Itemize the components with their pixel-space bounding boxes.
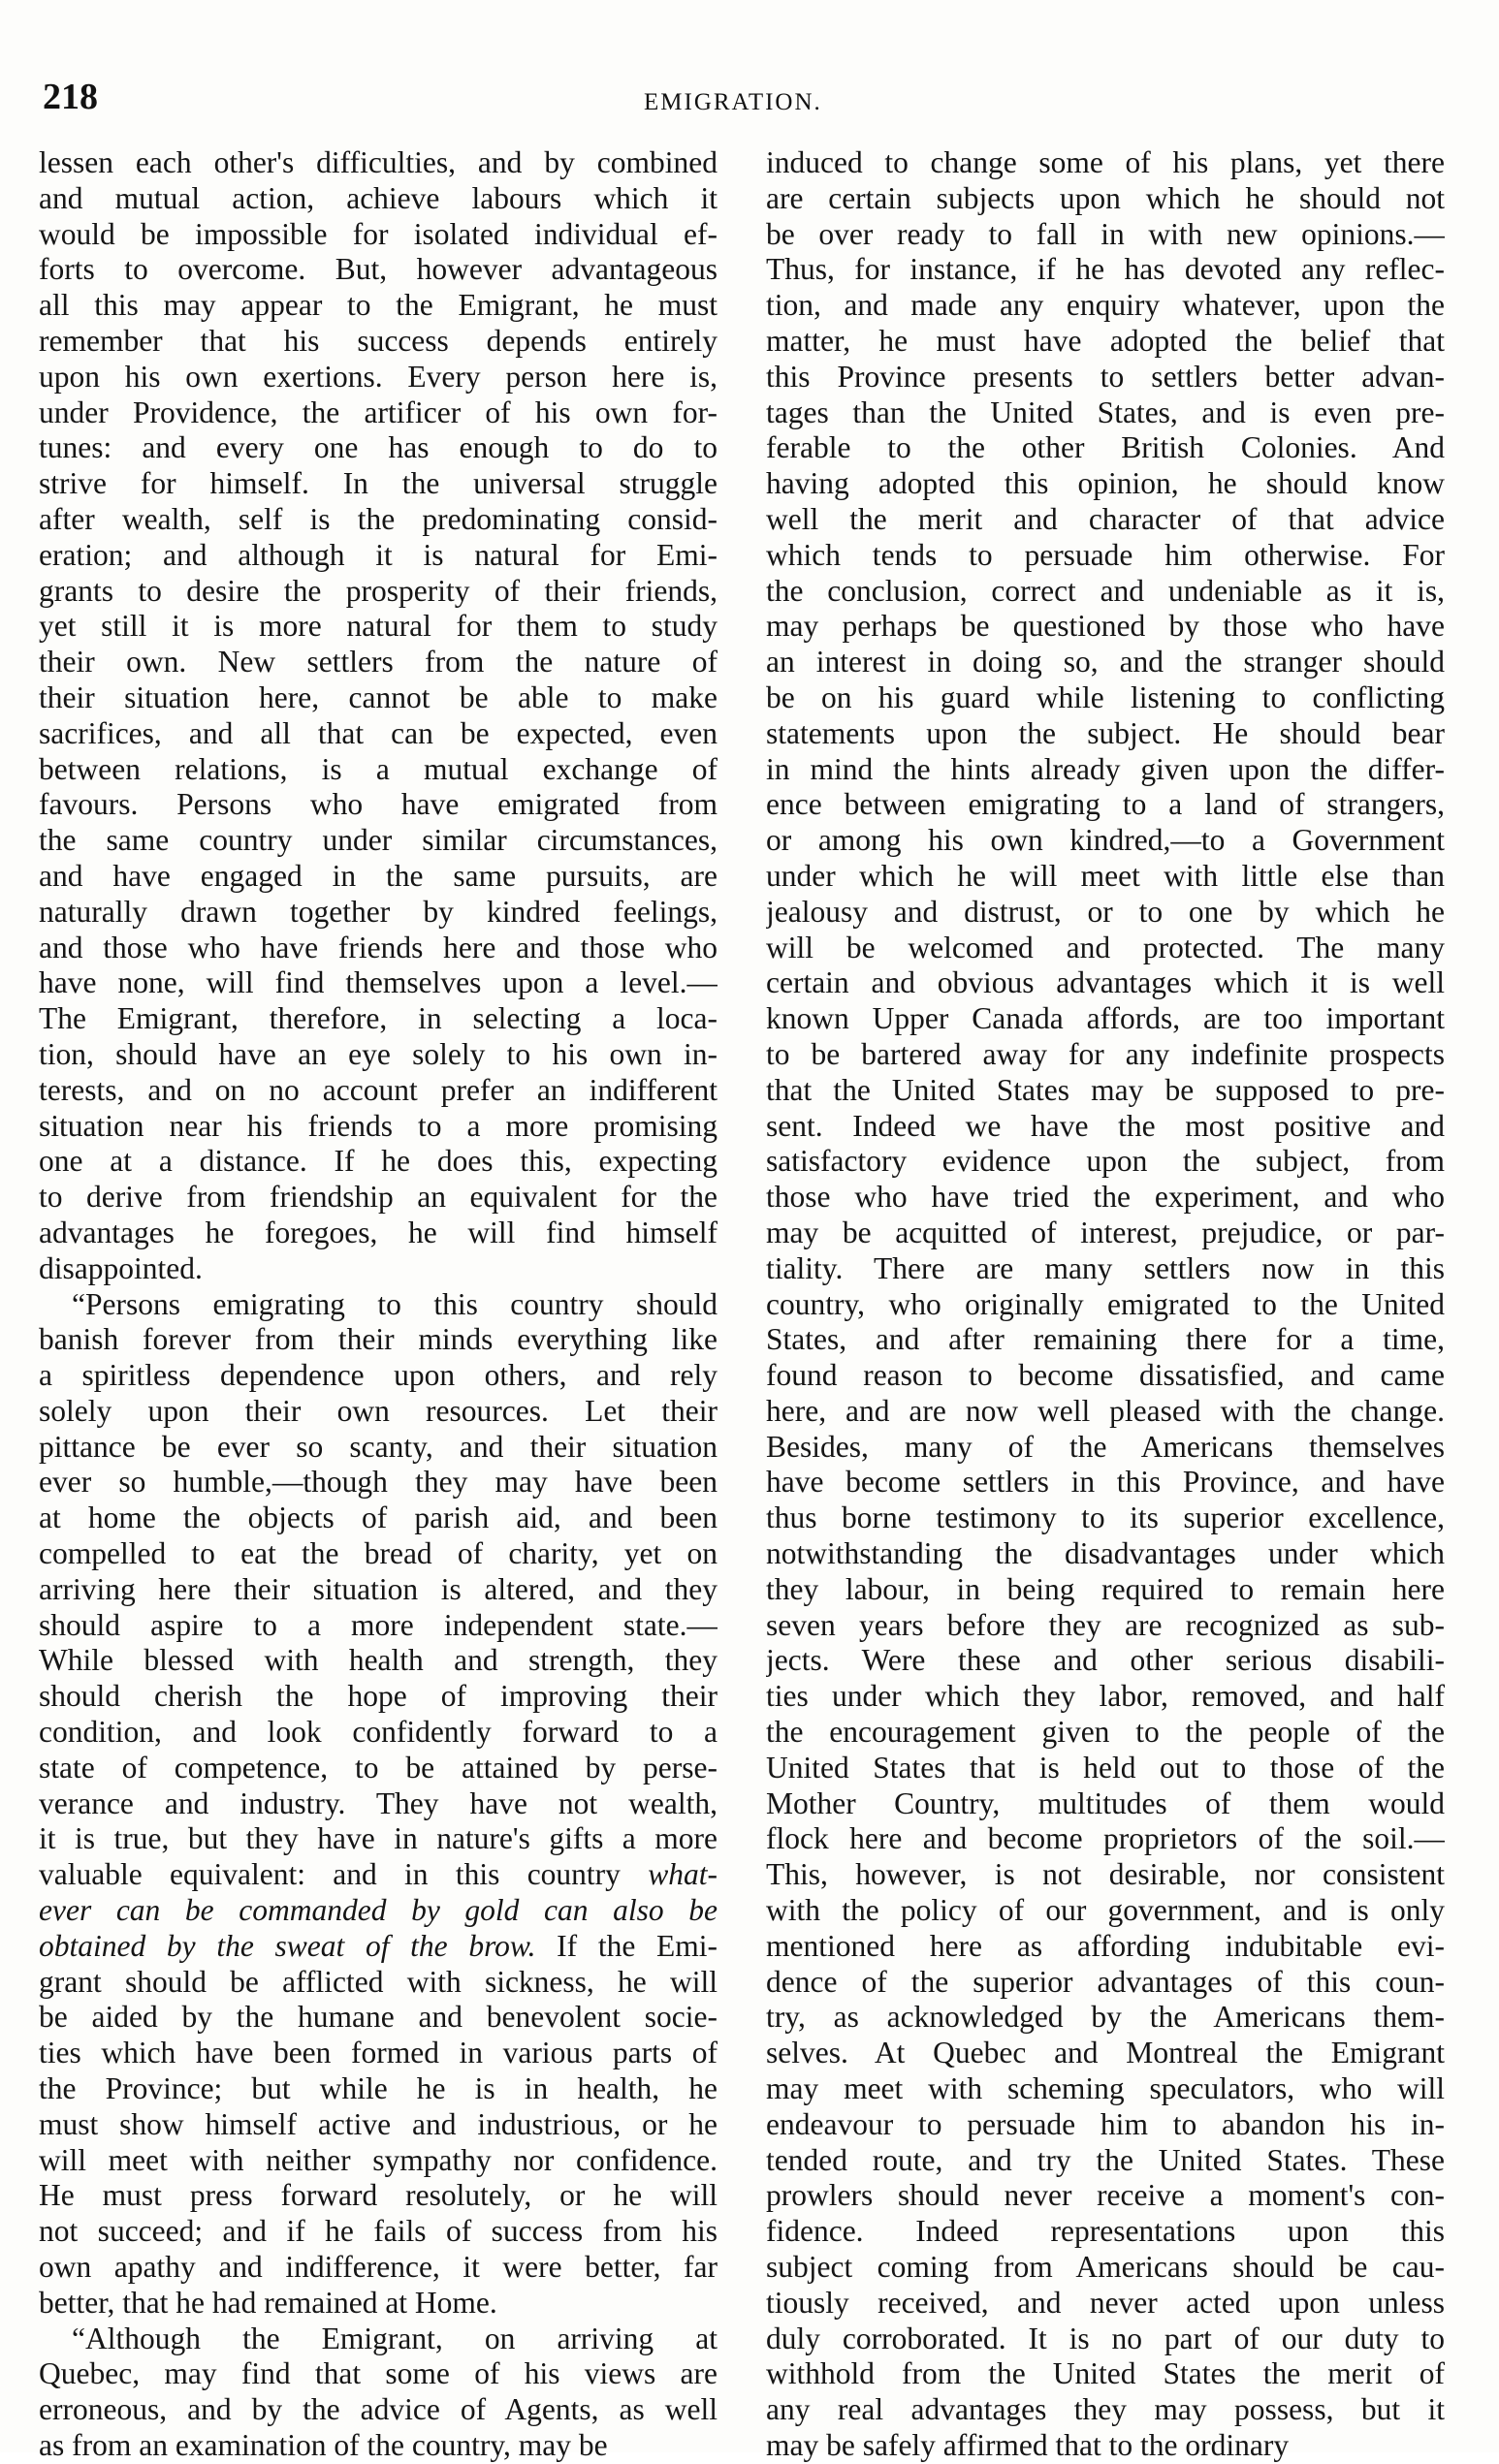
line-text: strive for himself. In the universal struggle [39, 466, 718, 501]
text-line [39, 1358, 718, 1394]
line-text: disappointed. [39, 1250, 203, 1285]
text-line [39, 2286, 718, 2322]
text-line [39, 1394, 718, 1430]
line-text: be on his guard while listening to conflicting [766, 679, 1445, 714]
text-line [39, 787, 718, 823]
line-text: have none, will find themselves upon a level.— [39, 965, 718, 1000]
text-line [766, 1287, 1445, 1323]
line-text: thus borne testimony to its superior excellence, [766, 1501, 1445, 1535]
line-text: United States that is held out to those of the [766, 1750, 1445, 1785]
line-text: This, however, is not desirable, nor consistent [766, 1857, 1445, 1892]
text-line [39, 2322, 718, 2357]
line-text: banish forever from their minds everything like [39, 1322, 718, 1357]
text-line [39, 288, 718, 324]
line-text: state of competence, to be attained by perse- [39, 1750, 718, 1785]
line-text: flock here and become proprietors of the soil.— [766, 1821, 1445, 1856]
line-text: at home the objects of parish aid, and been [39, 1501, 718, 1535]
line-text: Besides, many of the Americans themselves [766, 1429, 1445, 1464]
text-line [39, 1430, 718, 1466]
text-line [766, 538, 1445, 574]
line-text: sacrifices, and all that can be expected, even [39, 715, 718, 750]
line-text: sent. Indeed we have the most positive and [766, 1108, 1445, 1143]
text-line [766, 1144, 1445, 1180]
text-line [39, 1929, 718, 1965]
text-line [39, 252, 718, 288]
text-line [39, 2392, 718, 2428]
line-text: should aspire to a more independent state.— [39, 1607, 718, 1642]
text-line [39, 859, 718, 895]
line-text: their situation here, cannot be able to make [39, 679, 718, 714]
line-text: between relations, is a mutual exchange of [39, 751, 718, 786]
line-text: fidence. Indeed representations upon this [766, 2214, 1445, 2249]
line-text: ferable to the other British Colonies. And [766, 430, 1445, 465]
line-text: the encouragement given to the people of the [766, 1715, 1445, 1750]
text-line [766, 1536, 1445, 1572]
line-text: While blessed with health and strength, they [39, 1643, 718, 1678]
text-line [766, 2107, 1445, 2143]
text-line [766, 1751, 1445, 1786]
text-line [766, 1073, 1445, 1109]
text-line [39, 360, 718, 395]
text-line [39, 2214, 718, 2250]
text-line [39, 895, 718, 931]
line-text: may be acquitted of interest, prejudice, or par- [766, 1215, 1445, 1249]
text-line [39, 1251, 718, 1287]
line-text: their own. New settlers from the nature of [39, 645, 718, 679]
text-line [766, 466, 1445, 502]
line-text: will be welcomed and protected. The many [766, 930, 1445, 964]
text-line [766, 1216, 1445, 1251]
right-text-column [766, 145, 1445, 2464]
line-text: well the merit and character of that advice [766, 501, 1445, 536]
line-text: an interest in doing so, and the stranger should [766, 645, 1445, 679]
line-text: country, who originally emigrated to the United [766, 1286, 1445, 1321]
line-text: He must press forward resolutely, or he will [39, 2178, 718, 2213]
text-line [39, 395, 718, 431]
text-line [39, 1608, 718, 1644]
line-text: or among his own kindred,—to a Government [766, 823, 1445, 858]
text-line [39, 1465, 718, 1501]
line-text: Quebec, may find that some of his views are [39, 2356, 718, 2391]
text-line [766, 1857, 1445, 1893]
text-line [766, 680, 1445, 716]
text-line [766, 609, 1445, 645]
italic-phrase: what- [648, 1857, 718, 1892]
text-line [766, 2071, 1445, 2107]
line-text: Mother Country, multitudes of them would [766, 1785, 1445, 1820]
text-line [766, 1394, 1445, 1430]
text-line [39, 2107, 718, 2143]
line-text: may perhaps be questioned by those who have [766, 609, 1445, 644]
text-line [39, 1643, 718, 1679]
text-line [39, 1715, 718, 1751]
line-text: tages than the United States, and is even pre- [766, 395, 1445, 429]
line-text: tion, should have an eye solely to his own in- [39, 1036, 718, 1071]
text-line [39, 1073, 718, 1109]
line-text: all this may appear to the Emigrant, he must [39, 288, 718, 323]
line-text: will meet with neither sympathy nor confidence. [39, 2142, 718, 2177]
text-line [39, 931, 718, 966]
text-line [766, 1608, 1445, 1644]
text-line [766, 1251, 1445, 1287]
line-text: to be bartered away for any indefinite prospects [766, 1036, 1445, 1071]
text-line [39, 324, 718, 360]
text-line [39, 502, 718, 538]
text-line [766, 1572, 1445, 1608]
text-line [766, 1180, 1445, 1216]
text-line [766, 1322, 1445, 1358]
line-text: tended route, and try the United States. These [766, 2142, 1445, 2177]
line-text: compelled to eat the bread of charity, yet on [39, 1536, 718, 1571]
text-line [766, 752, 1445, 788]
text-line [766, 395, 1445, 431]
line-text: upon his own exertions. Every person here is, [39, 359, 718, 394]
line-text: tion, and made any enquiry whatever, upon the [766, 288, 1445, 323]
text-line [39, 2036, 718, 2071]
text-line [766, 252, 1445, 288]
text-line [766, 1465, 1445, 1501]
text-line [766, 2322, 1445, 2357]
line-text: which tends to persuade him otherwise. For [766, 537, 1445, 572]
text-line [39, 1322, 718, 1358]
text-line [39, 609, 718, 645]
text-line [39, 965, 718, 1001]
line-text: arriving here their situation is altered, and they [39, 1571, 718, 1606]
text-line [39, 2356, 718, 2392]
text-line [766, 1643, 1445, 1679]
line-text: may be safely affirmed that to the ordinary [766, 2428, 1290, 2462]
text-line [766, 1358, 1445, 1394]
text-line [766, 1821, 1445, 1857]
line-text: subject coming from Americans should be cau- [766, 2250, 1445, 2285]
line-text: advantages he foregoes, he will find himself [39, 1215, 718, 1249]
text-line [766, 1715, 1445, 1751]
line-text: any real advantages they may possess, but it [766, 2392, 1445, 2427]
line-text: grants to desire the prosperity of their friends, [39, 573, 718, 608]
text-line [766, 430, 1445, 466]
line-text: seven years before they are recognized as sub- [766, 1607, 1445, 1642]
italic-phrase: ever can be commanded by gold can also be [39, 1893, 718, 1928]
line-text: this Province presents to settlers better advan- [766, 359, 1445, 394]
line-text: and have engaged in the same pursuits, are [39, 858, 718, 893]
text-line [39, 1857, 718, 1893]
line-text: those who have tried the experiment, and who [766, 1180, 1445, 1215]
line-text: found reason to become dissatisfied, and came [766, 1358, 1445, 1393]
text-line [39, 538, 718, 574]
text-line [39, 1786, 718, 1822]
text-line [766, 2036, 1445, 2071]
text-line [39, 2071, 718, 2107]
text-line [39, 1572, 718, 1608]
line-text: it is true, but they have in nature's gifts a more [39, 1821, 718, 1856]
text-line [39, 823, 718, 859]
left-text-column [39, 145, 718, 2464]
line-text: If the Emi- [535, 1928, 718, 1963]
line-text: they labour, in being required to remain here [766, 1571, 1445, 1606]
text-line [39, 1679, 718, 1715]
line-text: that the United States may be supposed to pre- [766, 1072, 1445, 1107]
line-text: pittance be ever so scanty, and their situation [39, 1429, 718, 1464]
line-text: try, as acknowledged by the Americans them- [766, 2000, 1445, 2035]
text-line [766, 145, 1445, 181]
text-line [766, 324, 1445, 360]
text-line [766, 2143, 1445, 2179]
line-text: lessen each other's difficulties, and by combined [39, 145, 718, 179]
line-text: ence between emigrating to a land of strangers, [766, 787, 1445, 822]
text-line [766, 645, 1445, 680]
text-line [39, 1216, 718, 1251]
text-line [766, 2356, 1445, 2392]
text-line [39, 680, 718, 716]
line-text: better, that he had remained at Home. [39, 2285, 497, 2320]
text-line [766, 360, 1445, 395]
line-text: solely upon their own resources. Let their [39, 1393, 718, 1428]
text-line [39, 1893, 718, 1929]
text-line [766, 931, 1445, 966]
line-text: under Providence, the artificer of his own for- [39, 395, 718, 429]
line-text: in mind the hints already given upon the differ- [766, 751, 1445, 786]
line-text: known Upper Canada affords, are too important [766, 1001, 1445, 1036]
line-text: satisfactory evidence upon the subject, from [766, 1144, 1445, 1179]
text-line [766, 181, 1445, 217]
text-line [39, 1037, 718, 1073]
text-line [766, 1965, 1445, 2001]
line-text: forts to overcome. But, however advantageous [39, 252, 718, 287]
text-line [766, 2392, 1445, 2428]
text-line [766, 1679, 1445, 1715]
text-line [766, 2250, 1445, 2286]
line-text: to derive from friendship an equivalent for the [39, 1180, 718, 1215]
text-line [766, 1929, 1445, 1965]
line-text: with the policy of our government, and is only [766, 1893, 1445, 1928]
line-text: the same country under similar circumstances, [39, 823, 718, 858]
line-text: may meet with scheming speculators, who will [766, 2071, 1445, 2106]
text-line [766, 1109, 1445, 1145]
line-text: induced to change some of his plans, yet there [766, 145, 1445, 179]
text-line [39, 1001, 718, 1037]
text-line [39, 2250, 718, 2286]
text-line [766, 217, 1445, 253]
text-line [766, 787, 1445, 823]
text-line [39, 1501, 718, 1536]
line-text: certain and obvious advantages which it is well [766, 965, 1445, 1000]
text-line [39, 752, 718, 788]
line-text: ties which have been formed in various parts of [39, 2036, 718, 2070]
line-text: selves. At Quebec and Montreal the Emigrant [766, 2036, 1445, 2070]
text-line [766, 2000, 1445, 2036]
line-text: the Province; but while he is in health, he [39, 2071, 718, 2106]
line-text: situation near his friends to a more promising [39, 1108, 718, 1143]
line-text: after wealth, self is the predominating consid- [39, 501, 718, 536]
text-line [766, 1001, 1445, 1037]
text-line [39, 217, 718, 253]
line-text: tiality. There are many settlers now in this [766, 1250, 1445, 1285]
line-text: and mutual action, achieve labours which it [39, 180, 718, 215]
text-line [39, 466, 718, 502]
line-text: terests, and on no account prefer an indifferent [39, 1072, 718, 1107]
text-line [766, 2214, 1445, 2250]
text-line [39, 145, 718, 181]
text-line [39, 1751, 718, 1786]
text-line [39, 1109, 718, 1145]
text-line [766, 1037, 1445, 1073]
text-line [39, 1821, 718, 1857]
page-number: 218 [43, 77, 98, 117]
text-line [39, 645, 718, 680]
text-line [766, 895, 1445, 931]
line-text: duly corroborated. It is no part of our duty to [766, 2321, 1445, 2355]
line-text: remember that his success depends entirely [39, 323, 718, 358]
line-text: a spiritless dependence upon others, and rely [39, 1358, 718, 1393]
line-text: tunes: and every one has enough to do to [39, 430, 718, 465]
text-line [766, 502, 1445, 538]
text-line [39, 2178, 718, 2214]
line-text: ties under which they labor, removed, and half [766, 1679, 1445, 1714]
line-text: as from an examination of the country, may be [39, 2428, 608, 2462]
text-line [39, 1180, 718, 1216]
text-line [39, 1144, 718, 1180]
text-line [39, 1536, 718, 1572]
text-line [39, 1287, 718, 1323]
line-text: the conclusion, correct and undeniable as it is, [766, 573, 1445, 608]
line-text: grant should be afflicted with sickness, he will [39, 1964, 718, 1999]
line-text: valuable equivalent: and in this country [39, 1857, 649, 1892]
line-text: notwithstanding the disadvantages under which [766, 1536, 1445, 1571]
line-text: ever so humble,—though they may have been [39, 1465, 718, 1500]
text-line [766, 2286, 1445, 2322]
line-text: yet still it is more natural for them to study [39, 609, 718, 644]
line-text: favours. Persons who have emigrated from [39, 787, 718, 822]
line-text: here, and are now well pleased with the change. [766, 1393, 1445, 1428]
line-text: tiously received, and never acted upon unless [766, 2285, 1445, 2320]
line-text: “Persons emigrating to this country should [72, 1286, 718, 1321]
line-text: naturally drawn together by kindred feelings, [39, 894, 718, 929]
line-text: condition, and look confidently forward to a [39, 1715, 718, 1750]
line-text: are certain subjects upon which he should not [766, 180, 1445, 215]
line-text: eration; and although it is natural for Emi- [39, 537, 718, 572]
line-text: not succeed; and if he fails of success from his [39, 2214, 718, 2249]
text-line [766, 1893, 1445, 1929]
text-line [39, 2428, 718, 2464]
line-text: be aided by the humane and benevolent socie- [39, 2000, 718, 2035]
text-line [766, 1430, 1445, 1466]
italic-phrase: obtained by the sweat of the brow. [39, 1928, 536, 1963]
line-text: be over ready to fall in with new opinions.— [766, 216, 1445, 251]
text-line [766, 2178, 1445, 2214]
line-text: erroneous, and by the advice of Agents, as well [39, 2392, 718, 2427]
text-line [766, 859, 1445, 895]
text-line [39, 2143, 718, 2179]
line-text: “Although the Emigrant, on arriving at [72, 2321, 718, 2355]
line-text: own apathy and indifference, it were better, far [39, 2250, 718, 2285]
line-text: dence of the superior advantages of this coun- [766, 1964, 1445, 1999]
text-line [39, 1965, 718, 2001]
text-line [766, 574, 1445, 610]
text-line [39, 2000, 718, 2036]
line-text: one at a distance. If he does this, expecting [39, 1144, 718, 1179]
text-line [39, 574, 718, 610]
text-line [766, 823, 1445, 859]
line-text: must show himself active and industrious, or he [39, 2106, 718, 2141]
line-text: jealousy and distrust, or to one by which he [766, 894, 1445, 929]
line-text: matter, he must have adopted the belief that [766, 323, 1445, 358]
line-text: mentioned here as affording indubitable evi- [766, 1928, 1445, 1963]
text-line [39, 430, 718, 466]
text-line [766, 288, 1445, 324]
text-line [766, 1786, 1445, 1822]
line-text: endeavour to persuade him to abandon his in- [766, 2106, 1445, 2141]
text-line [766, 1501, 1445, 1536]
text-line [766, 2428, 1445, 2464]
text-line [39, 716, 718, 752]
line-text: have become settlers in this Province, and have [766, 1465, 1445, 1500]
line-text: would be impossible for isolated individual ef- [39, 216, 718, 251]
line-text: should cherish the hope of improving their [39, 1679, 718, 1714]
running-head: EMIGRATION. [644, 89, 822, 115]
line-text: verance and industry. They have not wealth, [39, 1785, 718, 1820]
line-text: having adopted this opinion, he should know [766, 466, 1445, 501]
text-line [39, 181, 718, 217]
line-text: States, and after remaining there for a time, [766, 1322, 1445, 1357]
text-line [766, 965, 1445, 1001]
line-text: jects. Were these and other serious disabili- [766, 1643, 1445, 1678]
page-header [43, 76, 1470, 134]
line-text: prowlers should never receive a moment's con- [766, 2178, 1445, 2213]
line-text: and those who have friends here and those who [39, 930, 718, 964]
line-text: withhold from the United States the merit of [766, 2356, 1445, 2391]
line-text: under which he will meet with little else than [766, 858, 1445, 893]
text-line [766, 716, 1445, 752]
line-text: The Emigrant, therefore, in selecting a loca- [39, 1001, 718, 1036]
line-text: statements upon the subject. He should bear [766, 715, 1445, 750]
line-text: Thus, for instance, if he has devoted any reflec- [766, 252, 1445, 287]
